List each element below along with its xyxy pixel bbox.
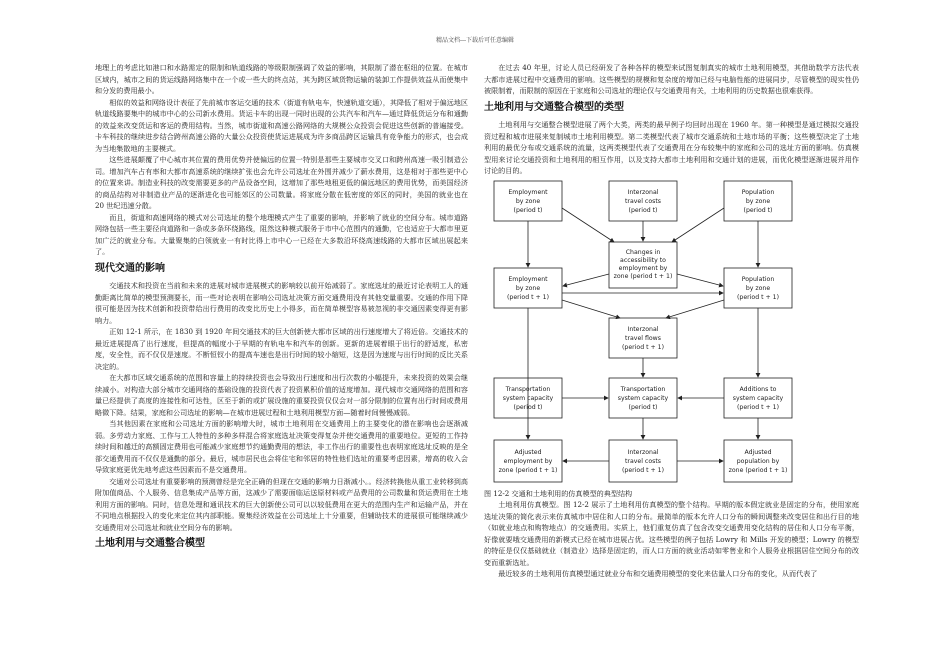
- section-heading-integrated-models: 土地利用与交通整合模型: [95, 538, 205, 549]
- label-population-t: Population by zone (period t): [741, 188, 775, 214]
- left-column: [95, 62, 468, 556]
- label-population-t1: Population by zone (period t + 1): [737, 275, 779, 301]
- paragraph: 土地利用与交通整合模型进展了两个大类，两类的最早例子均回时出现在 1960 年。第一种模型是通过模拟交通投资过程和城市进展来复制城市土地利用模型。第二类模型代表了城市交通系统和土地市场的平衡；这些模型决定了土地利用的最优分布或交通系统的流量，这两类模型代表了交通费用在分布较集中的家庭和公司的选址方面的影响。仿真模型用来讨论交通投资和土地利用的相互作用，以及支持大都市土地利用和交通计划的进展，而优化模型逐渐进展并用作讨论的目的。: [484, 120, 859, 175]
- label-additions-capacity: Additions to system capacity (period t + 1): [732, 385, 784, 411]
- paragraph: 在过去 40 年里，讨论人员已经研发了各种各样的模型来试图复制真实的城市土地利用模型，其借助数学方法代表大都市进展过程中交通费用的影响。这些模型的规模和复杂度的增加已经与电脑性能的进展同步，尽管模型的现实性仍被限制着，而限制的原因在于家庭和公司选址的理论仅与交通费用有关，土地利用的历史数据也很难获得。: [484, 63, 859, 95]
- paragraph: 最近较多的土地利用仿真模型通过就业分布和交通费用模型的变化来估量人口分布的变化，从而代表了: [498, 569, 818, 578]
- simulation-model-flowchart: [490, 178, 795, 488]
- paragraph: 交通技术和投资在当前和未来的进展对城市进展模式的影响较以前开始减弱了。家庭选址的最近讨论表明工人的通勤距离比简单的模型预测要长，而一些对论表明在影响公司选址决策方面交通费用没有其他变量重要。交通的作用下降很可能是因为技术创新和投资带给出行费用的改变比历史上小得多，而在简单模型容易被忽视的非交通因素变得更有影响力。: [95, 281, 468, 325]
- page-header: 精品文档---下载后可任意编辑: [435, 37, 515, 44]
- paragraph: 这些进展颠覆了中心城市其位置的费用优势并使偏远的位置一特别是那些主要城市交叉口和跨州高速一吸引制造公司。增加汽车占有率和大都市高速系统的继续扩张也会允许公司选址在外围并减少了薪水费用，这是相对于那些更中心的位置来讲。制造业科技的改变需要更多的产品设备空间，这增加了那些地租更低的偏远地区的费用优势，而美国经济的商品结构对非制造业产品的逐渐进化也可能郊区的公司数量。将家庭分散在低密度的郊区的同时，美国的就业也在 20 世纪迅速分散。: [95, 155, 468, 210]
- label-transport-capacity-mid: Transportation system capacity (period t): [617, 385, 669, 411]
- section-heading-modern-transport: 现代交通的影响: [95, 262, 165, 274]
- label-employment-t1: Employment by zone (period t + 1): [507, 275, 549, 301]
- label-interzonal-flows: Interzonal travel flows (period t + 1): [622, 325, 664, 351]
- label-interzonal-costs-t: Interzonal travel costs (period t): [625, 188, 661, 214]
- paragraph: 相似的效益和网络设计表征了先前城市客运交通的技术（街道有轨电车，快速轨道交通），其降低了相对于偏远地区轨道线路要集中的城市中心的公司新水费用。货运卡车的出现一同时出现的公共汽车和汽车—通过降低货运分布和通勤的效益来改变货运和客运的费用结构。当然，城市街道和高速公路网络的大规模公众投资会促进这些创新的普遍接受。卡车科技的继续进步结合跨州高速公路的大量公众投资使货运进展成为许多商品跨区运输具有竞争能力的形式，也会成为当地集散地的主要模式。: [95, 97, 468, 153]
- paragraph: 地理上的考虑比如港口和水路需定的限制和轨道线路的等级限制强调了效益的影响，其限制了潜在枢纽的位置。在城市区域内，城市之间的货运线路网络集中在一个或一些大的终点站，其为跨区域货物运输的装卸工作提供效益从而使集中和分发的费用最小。: [95, 63, 468, 95]
- label-transport-capacity-left: Transportation system capacity (period t): [502, 385, 554, 411]
- section-heading-model-types: 土地利用与交通整合模型的类型: [484, 101, 624, 113]
- figure-caption: 图 12-2 交通和土地利用的仿真模型的典型结构: [484, 488, 633, 498]
- paragraph: 当其他因素在家庭和公司选址方面的影响增大时，城市土地利用在交通费用上的主要变化的潜在影响也会逐渐减弱。多劳动力家庭、工作与工人特性的多种多样混合将家庭选址决策变得复杂并使交通费用的重要地位。更短的工作持续时间和越迁的高额固定费用也可能减少家庭想节约通勤费用的想法，非工作出行的重要性也表明家庭选址反映的是全部交通费用而不仅仅是通勤的部分。最后，城市居民也会将住宅和邻居的特性他们选址的重要考虑因素，增高的收入会导致家庭更优先地考虑这些因素而不是交通费用。: [95, 419, 468, 474]
- paragraph: 在大都市区域交通系统的范围和容量上的持续投资也会导致出行速度和出行次数的小幅提升，未来投资的效果会继续减小。对构造大部分城市交通网络的基础设施的投资代表了投资累积价值的适度增加。现代城市交通网络的范围和容量已经提供了高度的连接性和可达性，区至于新的或扩展设施的重要投资仅仅会对一部分限制的位置有出行时间或费用略微下降。结果，家庭和公司选址的影响—在城市进展过程和土地利用模型方面—随着时间慢慢减弱。: [95, 373, 468, 417]
- label-changes-accessibility: Changes in accessibility to employment by zone (period t + 1): [613, 248, 673, 280]
- paragraph: 而且，街道和高速网络的模式对公司选址的整个地理模式产生了重要的影响，并影响了就业的空间分布。城市道路网络包括一些主要径向道路和一条或多条环绕路线，阻然这种模式服务于市中心范围内的通勤，它也适应于大都市里更加广泛的就业分布。大量聚集的白领就业一有时比得上市中心一已经在大多数沿环绕高速线路的大都市区域出展起来了。: [95, 212, 468, 256]
- paragraph: 交通对公司选址有重要影响的预测曾经是完全正确的但现在交通的影响力日渐减小。。经济转换他从重工业转移到高附加值商品、个人服务、信息集成产品等方面，这减少了需要面临运送原材料或产品费用的公司数量和货运费用在土地利用方面的影响。同时，信息处理和通讯技术的巨大创新使公司可以以较低费用在更大的范围内生产和运输产品，并在不同地点根据投入的变化来定位其内部职能。聚集经济效益在公司选址上十分重要，但辅助技术的进展很可能继续减少交通费用对公司选址和就业空间分布的影响。: [95, 476, 468, 532]
- right-column: [484, 62, 859, 580]
- paragraph: 正如 12-1 所示，在 1830 到 1920 年间交通技术的巨大创新使大都市区域的出行速度增大了将近倍。交通技术的最近进展提高了出行速度，但提高的幅度小于早期的有轨电车和汽车的创新。更新的进展着眼于出行的舒适度，私密度，安全性，而不仅仅是速度。不断恒钗小的提高车速也是出行时间的较小缩短，这是因为速度与出行时间的反比关系决定的。: [95, 327, 468, 371]
- label-adjusted-employment: Adjusted employment by zone (period t + 1): [498, 448, 558, 474]
- label-employment-t: Employment by zone (period t): [508, 188, 548, 214]
- label-adjusted-population: Adjusted population by zone (period t + 1): [728, 448, 788, 474]
- label-interzonal-costs-t1: Interzonal travel costs (period t + 1): [622, 448, 664, 474]
- paragraph: 土地利用仿真模型。图 12-2 展示了土地利用仿真模型的整个结构。早期的版本假定就业是固定的分布，使用家庭选址决策的简化表示来仿真城市中居住和人口的分布。最简单的版本允许人口分布的瞬间调整来改变居住和出行目的地（如就业地点和购物地点）的交通费用。实质上，他们重复仿真了包含改变交通费用变化结构的居住和人口分布平衡，好像就要哦交通费用的新模式已经在城市进展占优。这些模型的例子包括 Lowry 和 Mills 开发的模型；Lowry 的模型的特征是仅仅基础就业（制造业）选择是固定的，而人口方面的就业活动如零售业和个人服务业根据居住空间分布的改变而重新选址。: [484, 500, 859, 567]
